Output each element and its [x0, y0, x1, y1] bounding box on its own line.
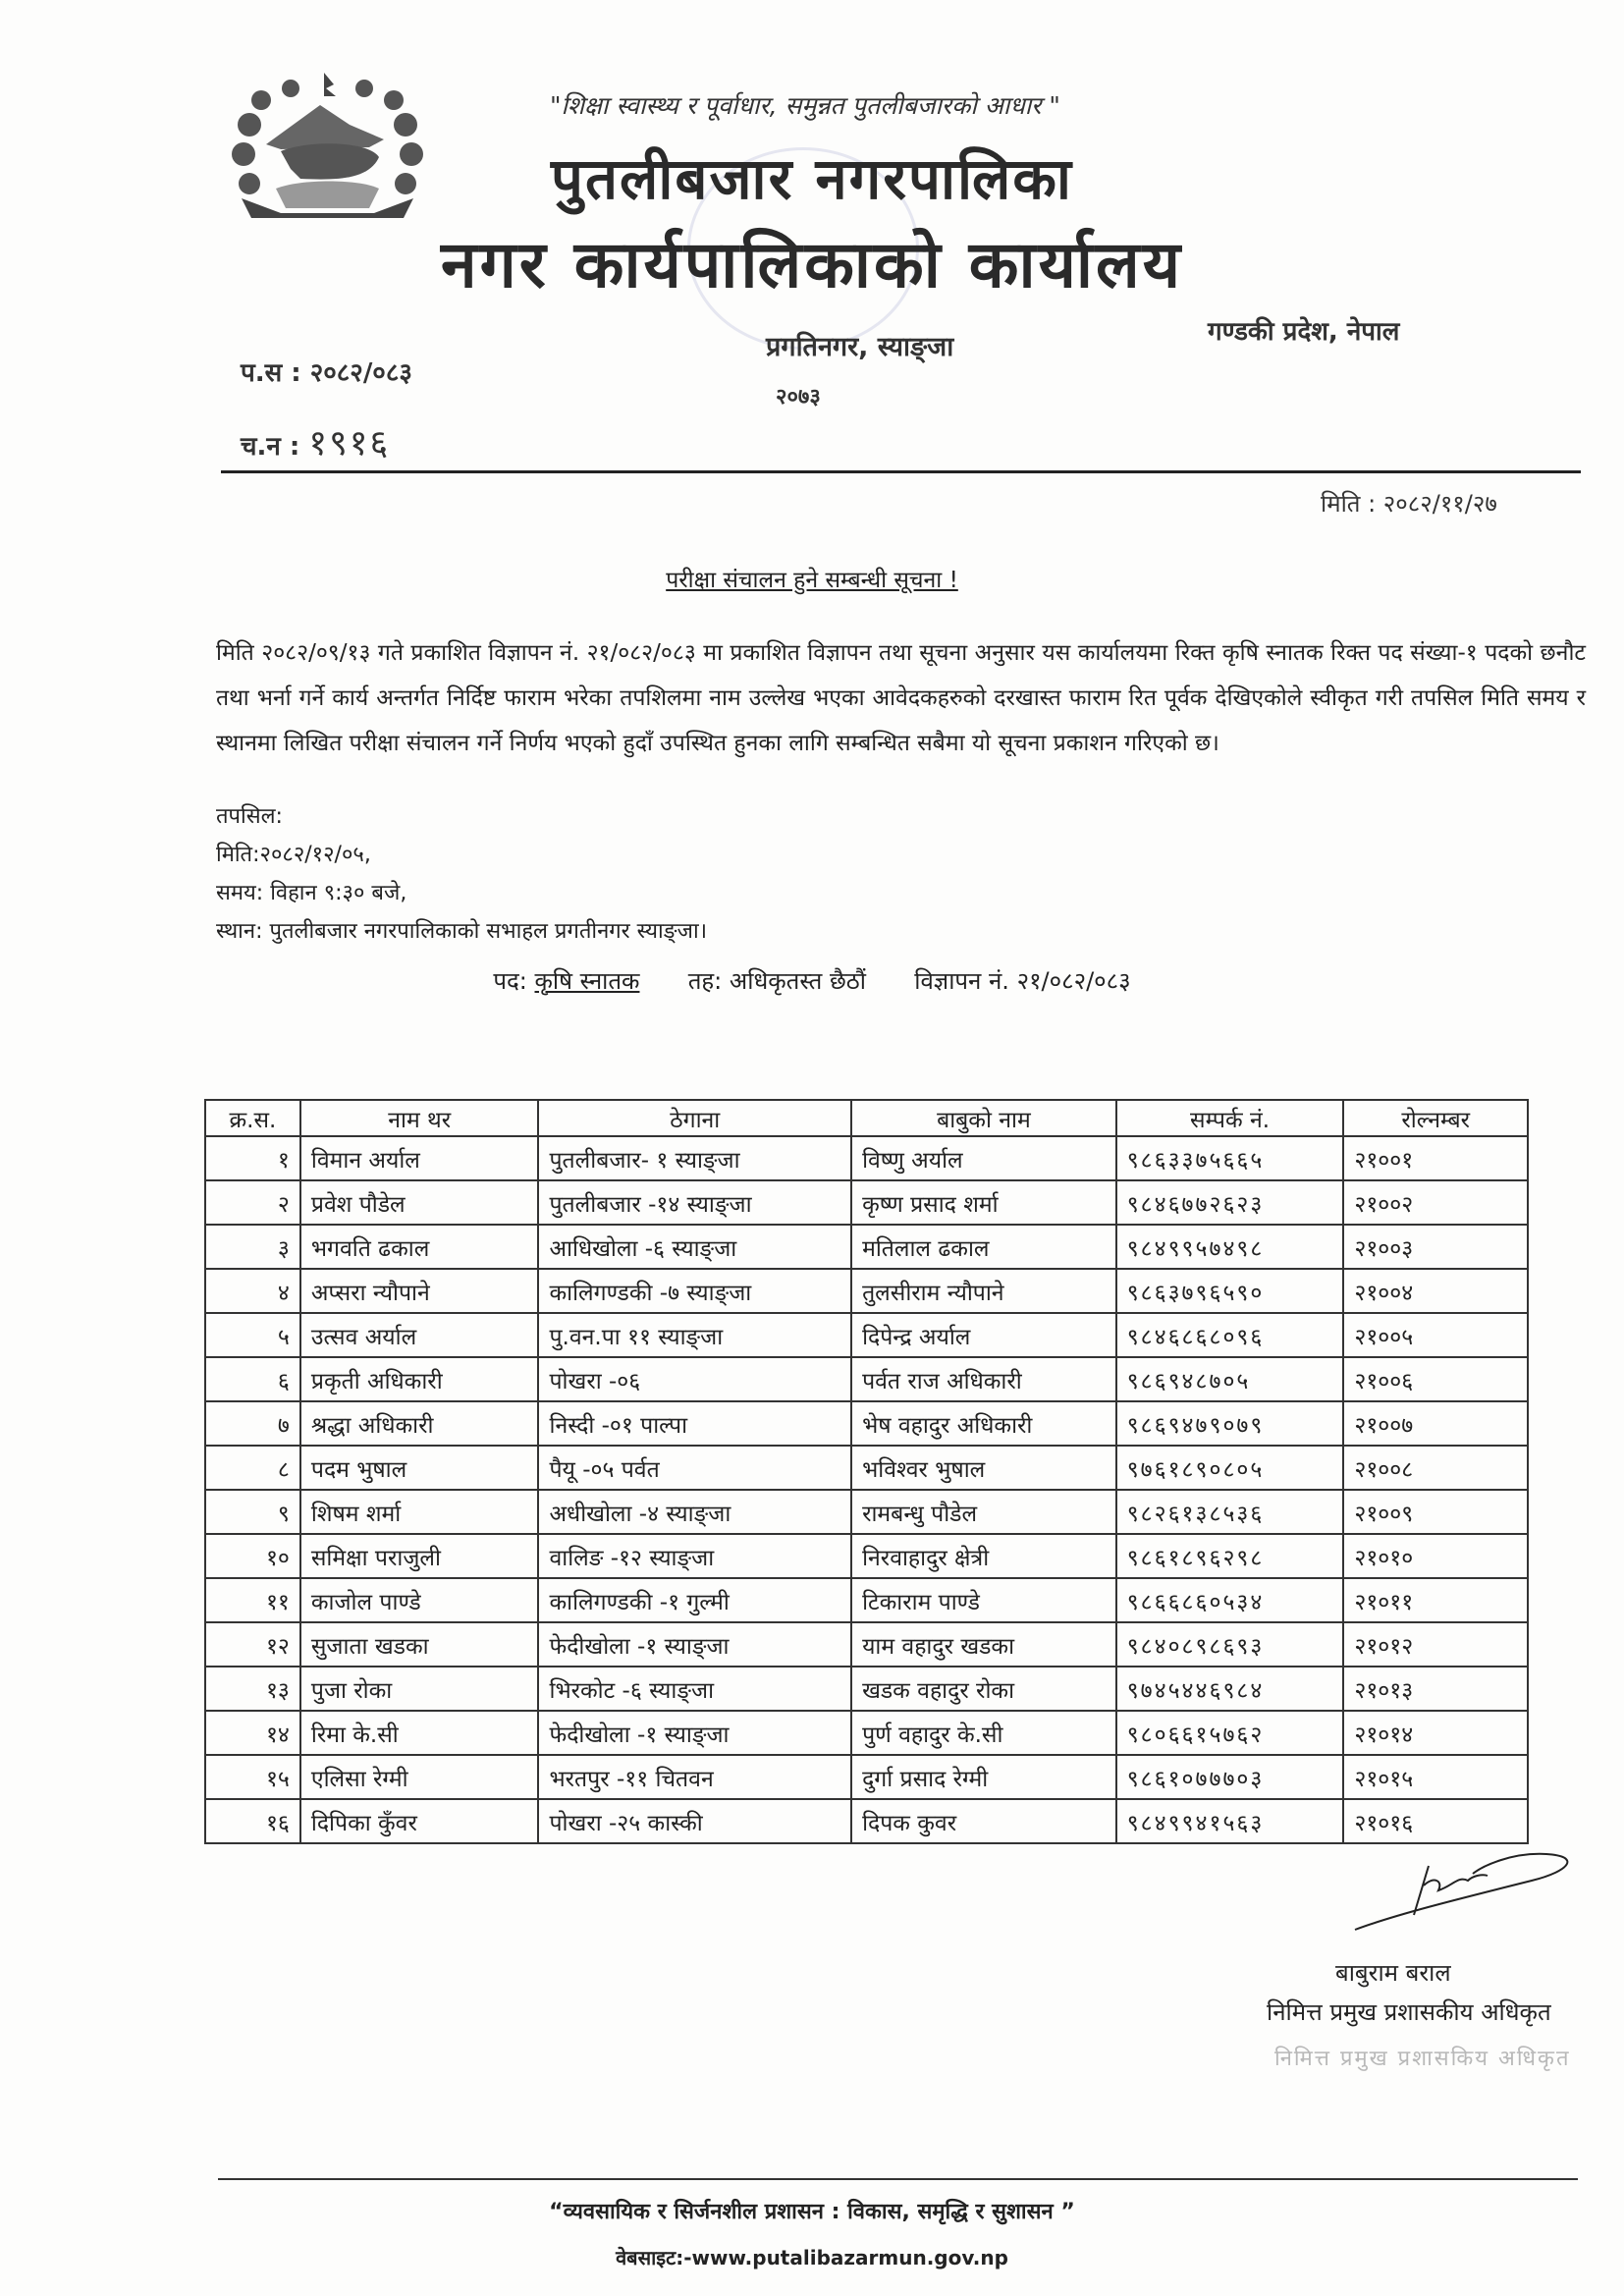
municipal-motto: "शिक्षा स्वास्थ्य र पूर्वाधार, समुन्नत पुतलीबजारको आधार " [550, 91, 1060, 120]
roll-number: २१००२ [1343, 1180, 1528, 1225]
col-header-address: ठेगाना [538, 1100, 851, 1136]
contact-number: ९८६१०७७७०३ [1116, 1755, 1344, 1799]
post-label: पद: [493, 967, 527, 995]
col-header-name: नाम थर [300, 1100, 539, 1136]
fiscal-year-ref [241, 354, 412, 389]
candidate-name: दिपिका कुँवर [300, 1799, 539, 1843]
contact-number: ९८६९४७९०७९ [1116, 1401, 1344, 1446]
row-sn: १६ [205, 1799, 300, 1843]
contact-number: ९८६६८६०५३४ [1116, 1578, 1344, 1622]
candidate-address: पैयू -०५ पर्वत [538, 1446, 851, 1490]
signatory-name: बाबुराम बराल [1335, 1959, 1451, 1987]
municipality-name: पुतलीबजार नगरपालिका [551, 145, 1073, 212]
footer-divider [218, 2178, 1578, 2180]
table-row [205, 1490, 1528, 1534]
candidate-name: भगवति ढकाल [300, 1225, 539, 1269]
father-name: खडक वहादुर रोका [851, 1667, 1116, 1711]
contact-number: ९८२६१३८५३६ [1116, 1490, 1344, 1534]
ps-value: २०८२/०८३ [309, 358, 412, 388]
table-row [205, 1622, 1528, 1667]
father-name: याम वहादुर खडका [851, 1622, 1116, 1667]
father-name: भेष वहादुर अधिकारी [851, 1401, 1116, 1446]
candidate-address: पोखरा -२५ कास्की [538, 1799, 851, 1843]
contact-number: ९८६३७९६५९० [1116, 1269, 1344, 1313]
header-divider [221, 470, 1581, 473]
father-name: दिपेन्द्र अर्याल [851, 1313, 1116, 1357]
table-row [205, 1799, 1528, 1843]
table-header-row [205, 1100, 1528, 1136]
table-row [205, 1269, 1528, 1313]
office-name: नगर कार्यपालिकाको कार्यालय [441, 227, 1183, 302]
candidate-address: पु.वन.पा ११ स्याङ्जा [538, 1313, 851, 1357]
contact-number: ९८०६६१५७६२ [1116, 1711, 1344, 1755]
row-sn: ४ [205, 1269, 300, 1313]
col-header-sn: क्र.स. [205, 1100, 300, 1136]
father-name: तुलसीराम न्यौपाने [851, 1269, 1116, 1313]
table-row [205, 1446, 1528, 1490]
established-year: २०७३ [776, 385, 821, 410]
row-sn: ६ [205, 1357, 300, 1401]
post-value: कृषि स्नातक [534, 967, 640, 995]
candidate-name: उत्सव अर्याल [300, 1313, 539, 1357]
father-name: विष्णु अर्याल [851, 1136, 1116, 1180]
candidate-name: काजोल पाण्डे [300, 1578, 539, 1622]
roll-number: २१००४ [1343, 1269, 1528, 1313]
table-row [205, 1711, 1528, 1755]
row-sn: २ [205, 1180, 300, 1225]
table-row [205, 1401, 1528, 1446]
father-name: दुर्गा प्रसाद रेग्मी [851, 1755, 1116, 1799]
roll-number: २१०१५ [1343, 1755, 1528, 1799]
candidate-address: फेदीखोला -१ स्याङ्जा [538, 1711, 851, 1755]
candidate-name: प्रवेश पौडेल [300, 1180, 539, 1225]
candidate-address: फेदीखोला -१ स्याङ्जा [538, 1622, 851, 1667]
table-row [205, 1313, 1528, 1357]
candidate-name: समिक्षा पराजुली [300, 1534, 539, 1578]
contact-number: ९८४६७७२६२३ [1116, 1180, 1344, 1225]
candidate-name: रिमा के.सी [300, 1711, 539, 1755]
contact-number: ९७६१८९०८०५ [1116, 1446, 1344, 1490]
col-header-roll: रोल्नम्बर [1343, 1100, 1528, 1136]
signature-mark [1335, 1846, 1591, 1935]
father-name: कृष्ण प्रसाद शर्मा [851, 1180, 1116, 1225]
candidate-address: कालिगण्डकी -१ गुल्मी [538, 1578, 851, 1622]
candidate-name: प्रकृती अधिकारी [300, 1357, 539, 1401]
row-sn: १५ [205, 1755, 300, 1799]
post-info [0, 964, 1624, 997]
candidate-address: पुतलीबजार -१४ स्याङ्जा [538, 1180, 851, 1225]
table-row [205, 1225, 1528, 1269]
cn-label: च.न : [241, 432, 300, 462]
footer-slogan: “व्यवसायिक र सिर्जनशील प्रशासन : विकास, समृद्धि र सुशासन ” [549, 2200, 1075, 2224]
candidate-name: सुजाता खडका [300, 1622, 539, 1667]
roll-number: २१०१४ [1343, 1711, 1528, 1755]
candidate-address: वालिङ -१२ स्याङ्जा [538, 1534, 851, 1578]
father-name: रामबन्धु पौडेल [851, 1490, 1116, 1534]
roll-number: २१०१२ [1343, 1622, 1528, 1667]
roll-number: २१००८ [1343, 1446, 1528, 1490]
office-location: प्रगतिनगर, स्याङ्जा [766, 332, 954, 362]
col-header-father: बाबुको नाम [851, 1100, 1116, 1136]
row-sn: ११ [205, 1578, 300, 1622]
notice-body: मिति २०८२/०९/१३ गते प्रकाशित विज्ञापन नं. २१/०८२/०८३ मा प्रकाशित विज्ञापन तथा सूचना अनुसार यस कार्यालयमा रिक्त कृषि स्नातक रिक्त पद संख्या-१ पदको छनौट तथा भर्ना गर्ने कार्य अन्तर्गत निर्दिष्ट फाराम भरेका तपशिलमा नाम उल्लेख भएका आवेदकहरुको दरखास्त फाराम रित पूर्वक देखिएकोले स्वीकृत गरी तपसिल मिति समय र स्थानमा लिखित परीक्षा संचालन गर्ने निर्णय भएको हुदाँ उपस्थित हुनका लागि सम्बन्धित सबैमा यो सूचना प्रकाशन गरिएको छ। [216, 640, 1586, 756]
father-name: टिकाराम पाण्डे [851, 1578, 1116, 1622]
candidate-address: भरतपुर -११ चितवन [538, 1755, 851, 1799]
roll-number: २१००३ [1343, 1225, 1528, 1269]
contact-number: ९८४६८६८०९६ [1116, 1313, 1344, 1357]
contact-number: ९८६९४८७०५ [1116, 1357, 1344, 1401]
table-row [205, 1578, 1528, 1622]
province-label: गण्डकी प्रदेश, नेपाल [1208, 317, 1400, 347]
candidate-address: कालिगण्डकी -७ स्याङ्जा [538, 1269, 851, 1313]
contact-number: ९८४९९४१५६३ [1116, 1799, 1344, 1843]
candidate-address: आधिखोला -६ स्याङ्जा [538, 1225, 851, 1269]
candidate-address: अधीखोला -४ स्याङ्जा [538, 1490, 851, 1534]
adv-label: विज्ञापन नं. [914, 967, 1009, 995]
signatory-title: निमित्त प्रमुख प्रशासकीय अधिकृत [1267, 1998, 1551, 2026]
contact-number: ९७४५४४६९८४ [1116, 1667, 1344, 1711]
candidate-address: पुतलीबजार- १ स्याङ्जा [538, 1136, 851, 1180]
candidate-name: अप्सरा न्यौपाने [300, 1269, 539, 1313]
row-sn: १ [205, 1136, 300, 1180]
candidate-name: विमान अर्याल [300, 1136, 539, 1180]
father-name: दिपक कुवर [851, 1799, 1116, 1843]
father-name: पर्वत राज अधिकारी [851, 1357, 1116, 1401]
roll-number: २१०११ [1343, 1578, 1528, 1622]
roll-number: २१०१६ [1343, 1799, 1528, 1843]
candidate-name: पुजा रोका [300, 1667, 539, 1711]
exam-date: मिति:२०८२/१२/०५, [216, 843, 371, 867]
roll-number: २१०१३ [1343, 1667, 1528, 1711]
table-row [205, 1534, 1528, 1578]
roll-number: २१०१० [1343, 1534, 1528, 1578]
roll-number: २१००१ [1343, 1136, 1528, 1180]
candidate-name: शिषम शर्मा [300, 1490, 539, 1534]
row-sn: १२ [205, 1622, 300, 1667]
row-sn: ७ [205, 1401, 300, 1446]
ps-label: प.स : [241, 358, 301, 388]
candidate-address: भिरकोट -६ स्याङ्जा [538, 1667, 851, 1711]
exam-details [216, 797, 707, 951]
exam-time: समय: विहान ९:३० बजे, [216, 881, 407, 905]
table-row [205, 1180, 1528, 1225]
footer-website: वेबसाइट:-www.putalibazarmun.gov.np [616, 2246, 1008, 2269]
contact-number: ९८६१८९६२९८ [1116, 1534, 1344, 1578]
roll-number: २१००५ [1343, 1313, 1528, 1357]
row-sn: ३ [205, 1225, 300, 1269]
contact-number: ९८४०८९८६९३ [1116, 1622, 1344, 1667]
row-sn: ८ [205, 1446, 300, 1490]
candidate-address: निस्दी -०१ पाल्पा [538, 1401, 851, 1446]
father-name: मतिलाल ढकाल [851, 1225, 1116, 1269]
col-header-contact: सम्पर्क नं. [1116, 1100, 1344, 1136]
row-sn: ५ [205, 1313, 300, 1357]
notice-title [0, 563, 1624, 594]
row-sn: १४ [205, 1711, 300, 1755]
tapasil-label: तपसिल: [216, 804, 283, 829]
designation-stamp: निमित्त प्रमुख प्रशासकिय अधिकृत [1274, 2047, 1571, 2071]
row-sn: १३ [205, 1667, 300, 1711]
father-name: भविश्वर भुषाल [851, 1446, 1116, 1490]
roll-number: २१००९ [1343, 1490, 1528, 1534]
level-value: अधिकृतस्त छैठौं [729, 967, 866, 995]
candidate-table [204, 1099, 1529, 1844]
letter-date: मिति : २०८२/११/२७ [1321, 490, 1497, 518]
dispatch-number [241, 417, 390, 465]
candidate-address: पोखरा -०६ [538, 1357, 851, 1401]
table-row [205, 1755, 1528, 1799]
exam-venue: स्थान: पुतलीबजार नगरपालिकाको सभाहल प्रगतीनगर स्याङ्जा। [216, 919, 708, 944]
candidate-name: पदम भुषाल [300, 1446, 539, 1490]
roll-number: २१००७ [1343, 1401, 1528, 1446]
row-sn: ९ [205, 1490, 300, 1534]
table-row [205, 1136, 1528, 1180]
candidate-name: श्रद्धा अधिकारी [300, 1401, 539, 1446]
father-name: निरवाहादुर क्षेत्री [851, 1534, 1116, 1578]
contact-number: ९८४९९५७४९८ [1116, 1225, 1344, 1269]
candidate-name: एलिसा रेग्मी [300, 1755, 539, 1799]
level-label: तह: [687, 967, 723, 995]
cn-value: १९१६ [308, 423, 391, 464]
roll-number: २१००६ [1343, 1357, 1528, 1401]
row-sn: १० [205, 1534, 300, 1578]
contact-number: ९८६३३७५६६५ [1116, 1136, 1344, 1180]
table-row [205, 1667, 1528, 1711]
table-row [205, 1357, 1528, 1401]
father-name: पुर्ण वहादुर के.सी [851, 1711, 1116, 1755]
notice-title-text: परीक्षा संचालन हुने सम्बन्धी सूचना ! [666, 568, 958, 593]
adv-value: २१/०८२/०८३ [1016, 967, 1131, 995]
